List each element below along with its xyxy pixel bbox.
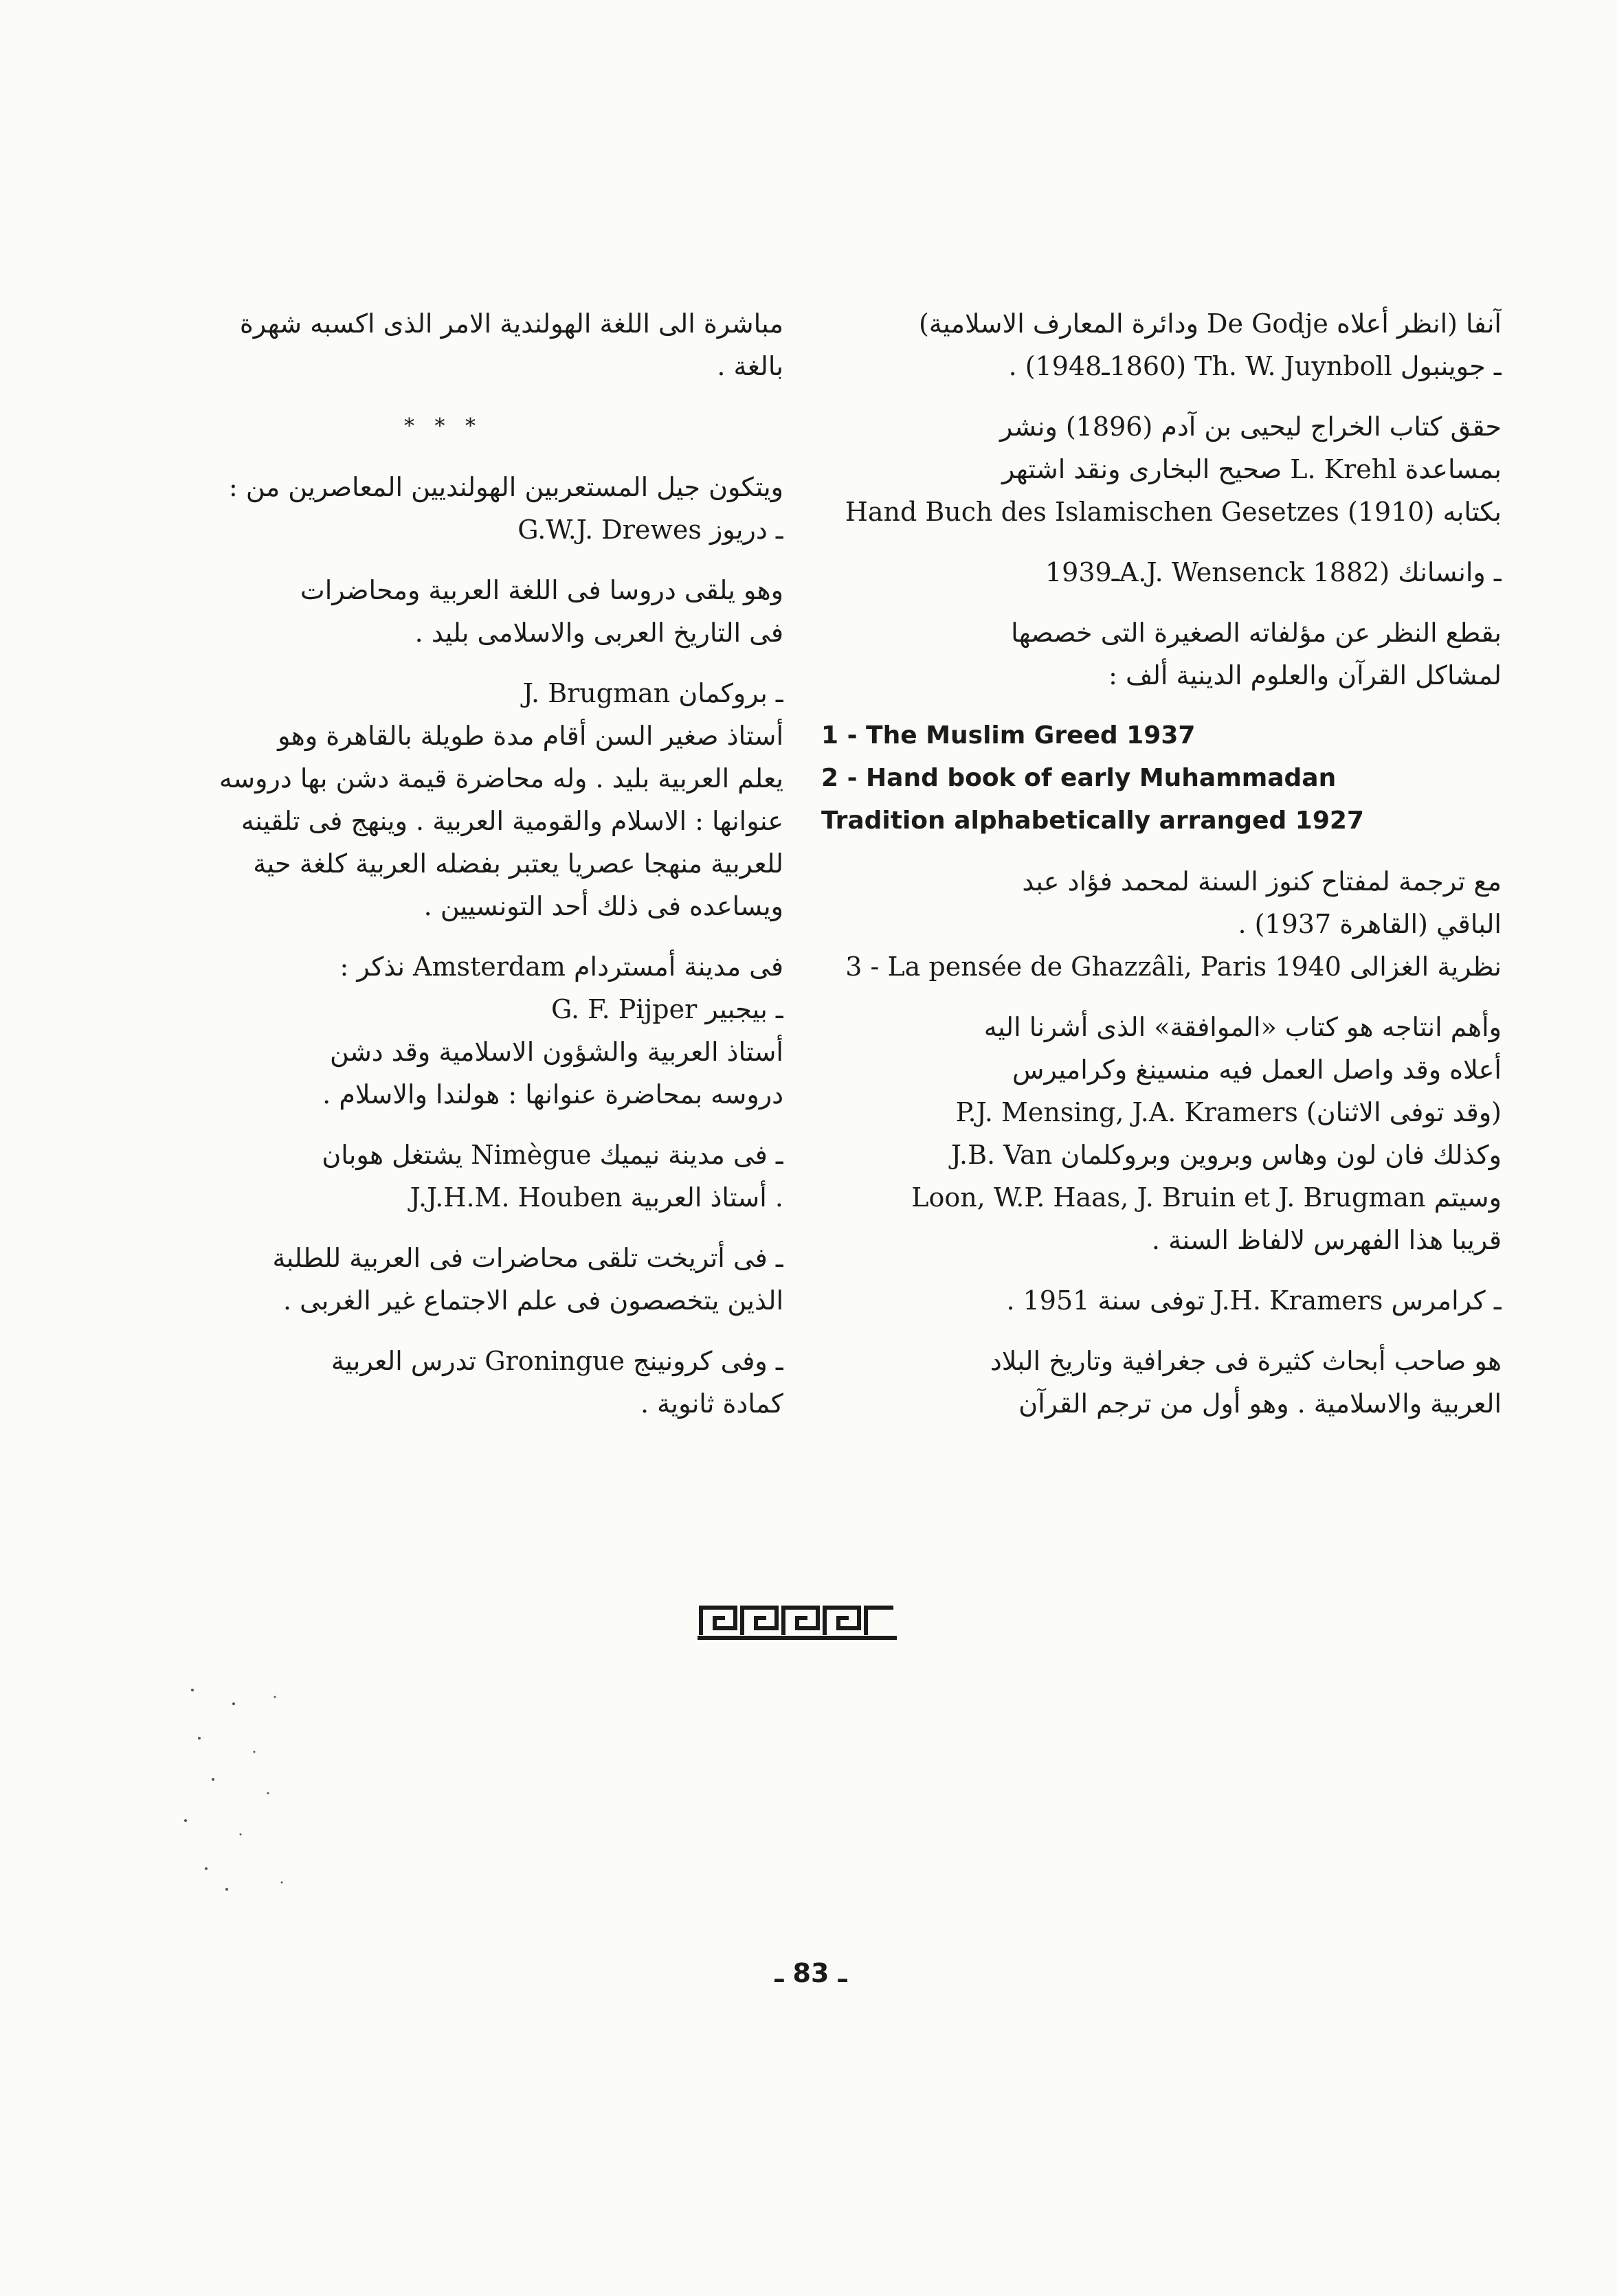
right-paragraph xyxy=(821,1279,1502,1322)
text-line: ويتكون جيل المستعربين الهولنديين المعاصرين من : xyxy=(229,472,783,502)
text-line: دروسه بمحاضرة عنوانها : هولندا والاسلام . xyxy=(322,1079,783,1110)
text-line: ـ دريوز G.W.J. Drewes xyxy=(517,515,783,545)
section-separator: * * * xyxy=(403,414,483,438)
text-line: ـ وانسانك (A.J. Wensenck 1882ـ1939 xyxy=(1045,557,1502,587)
text-line: بمساعدة L. Krehl صحيح البخارى ونقد اشتهر xyxy=(1001,454,1502,484)
left-paragraph xyxy=(103,1134,783,1219)
left-paragraph xyxy=(103,1237,783,1322)
text-line: الباقي (القاهرة 1937) . xyxy=(1238,909,1502,939)
text-line: مباشرة الى اللغة الهولندية الامر الذى اكسبه شهرة xyxy=(239,308,783,339)
text-line: ويساعده فى ذلك أحد التونسيين . xyxy=(423,891,783,921)
left-paragraph xyxy=(103,569,783,654)
text-line: وأهم انتاجه هو كتاب «الموافقة» الذى أشرنا اليه xyxy=(983,1012,1502,1042)
text-line: العربية والاسلامية . وهو أول من ترجم القرآن xyxy=(1018,1388,1502,1419)
right-paragraph xyxy=(821,551,1502,594)
left-paragraph xyxy=(103,672,783,927)
text-line: بقطع النظر عن مؤلفاته الصغيرة التى خصصها xyxy=(1011,618,1502,648)
text-line: كمادة ثانوية . xyxy=(640,1388,783,1419)
text-line: قريبا هذا الفهرس لالفاظ السنة . xyxy=(1151,1225,1502,1255)
right-paragraph xyxy=(821,1340,1502,1425)
left-text-column xyxy=(103,302,783,1443)
text-line: 3 - La pensée de Ghazzâli, Paris 1940 نظرية الغزالى xyxy=(845,952,1502,982)
text-line: J.J.H.M. Houben أستاذ العربية . xyxy=(410,1182,783,1213)
text-line: ـ بروكمان J. Brugman xyxy=(522,678,783,708)
text-line: حقق كتاب الخراج ليحيى بن آدم (1896) ونشر xyxy=(1000,412,1502,442)
text-line: 1 - The Muslim Greed 1937 xyxy=(821,721,1196,750)
text-line: ـ وفى كرونينج Groningue تدرس العربية xyxy=(331,1346,783,1376)
text-line: عنوانها : الاسلام والقومية العربية . وينهج فى تلقينه xyxy=(241,806,783,836)
right-paragraph xyxy=(821,611,1502,697)
text-line: ـ بيجبير G. F. Pijper xyxy=(550,994,783,1024)
text-line: للعربية منهجا عصريا يعتبر بفضله العربية كلغة حية xyxy=(253,848,783,879)
text-line: بكتابه Hand Buch des Islamischen Gesetzes (1910) xyxy=(845,497,1502,527)
left-paragraph xyxy=(103,302,783,387)
right-paragraph xyxy=(821,860,1502,988)
text-line: Tradition alphabetically arranged 1927 xyxy=(821,807,1364,835)
right-paragraph xyxy=(821,714,1502,842)
text-line: ـ كرامرس J.H. Kramers توفى سنة 1951 . xyxy=(1006,1285,1502,1316)
text-line: (وقد توفى الاثنان) P.J. Mensing, J.A. Kramers xyxy=(955,1097,1502,1127)
right-paragraph xyxy=(821,405,1502,533)
left-paragraph xyxy=(103,405,783,448)
left-paragraph xyxy=(103,466,783,551)
scan-specks xyxy=(172,1676,309,1896)
left-paragraph xyxy=(103,945,783,1116)
text-line: أستاذ العربية والشؤون الاسلامية وقد دشن xyxy=(330,1037,783,1067)
text-line: وكذلك فان لون وهاس وبروين وبروكلمان J.B. Van xyxy=(950,1140,1502,1170)
text-line: ـ جوينبول Th. W. Juynboll (1860ـ1948) . xyxy=(1008,351,1502,381)
text-line: يعلم العربية بليد . وله محاضرة قيمة دشن بها دروسه xyxy=(219,763,783,794)
greek-key-ornament-icon xyxy=(694,1601,900,1642)
text-line: أعلاه وقد واصل العمل فيه منسينغ وكراميرس xyxy=(1012,1055,1502,1085)
text-line: فى التاريخ العربى والاسلامى بليد . xyxy=(414,618,783,648)
text-line: هو صاحب أبحاث كثيرة فى جغرافية وتاريخ البلاد xyxy=(990,1346,1502,1376)
text-line: آنفا (انظر أعلاه De Godje ودائرة المعارف الاسلامية) xyxy=(918,308,1502,339)
text-line: أستاذ صغير السن أقام مدة طويلة بالقاهرة وهو xyxy=(278,721,783,751)
text-line: مع ترجمة لمفتاح كنوز السنة لمحمد فؤاد عبد xyxy=(1022,866,1502,897)
text-line: ـ فى مدينة نيميك Nimègue يشتغل هوبان xyxy=(322,1140,783,1170)
text-line: وسيتم Loon, W.P. Haas, J. Bruin et J. Brugman xyxy=(911,1182,1502,1213)
text-line: فى مدينة أمستردام Amsterdam نذكر : xyxy=(339,952,783,982)
text-line: وهو يلقى دروسا فى اللغة العربية ومحاضرات xyxy=(300,575,783,605)
text-line: لمشاكل القرآن والعلوم الدينية ألف : xyxy=(1108,660,1502,690)
text-line: بالغة . xyxy=(717,351,783,381)
page-number: ـ 83 ـ xyxy=(774,1958,847,1988)
text-line: الذين يتخصصون فى علم الاجتماع غير الغربى . xyxy=(282,1285,783,1316)
text-line: 2 - Hand book of early Muhammadan xyxy=(821,764,1337,792)
right-text-column xyxy=(821,302,1502,1443)
right-paragraph xyxy=(821,302,1502,387)
left-paragraph xyxy=(103,1340,783,1425)
right-paragraph xyxy=(821,1006,1502,1261)
text-line: ـ فى أتريخت تلقى محاضرات فى العربية للطلبة xyxy=(272,1243,783,1273)
